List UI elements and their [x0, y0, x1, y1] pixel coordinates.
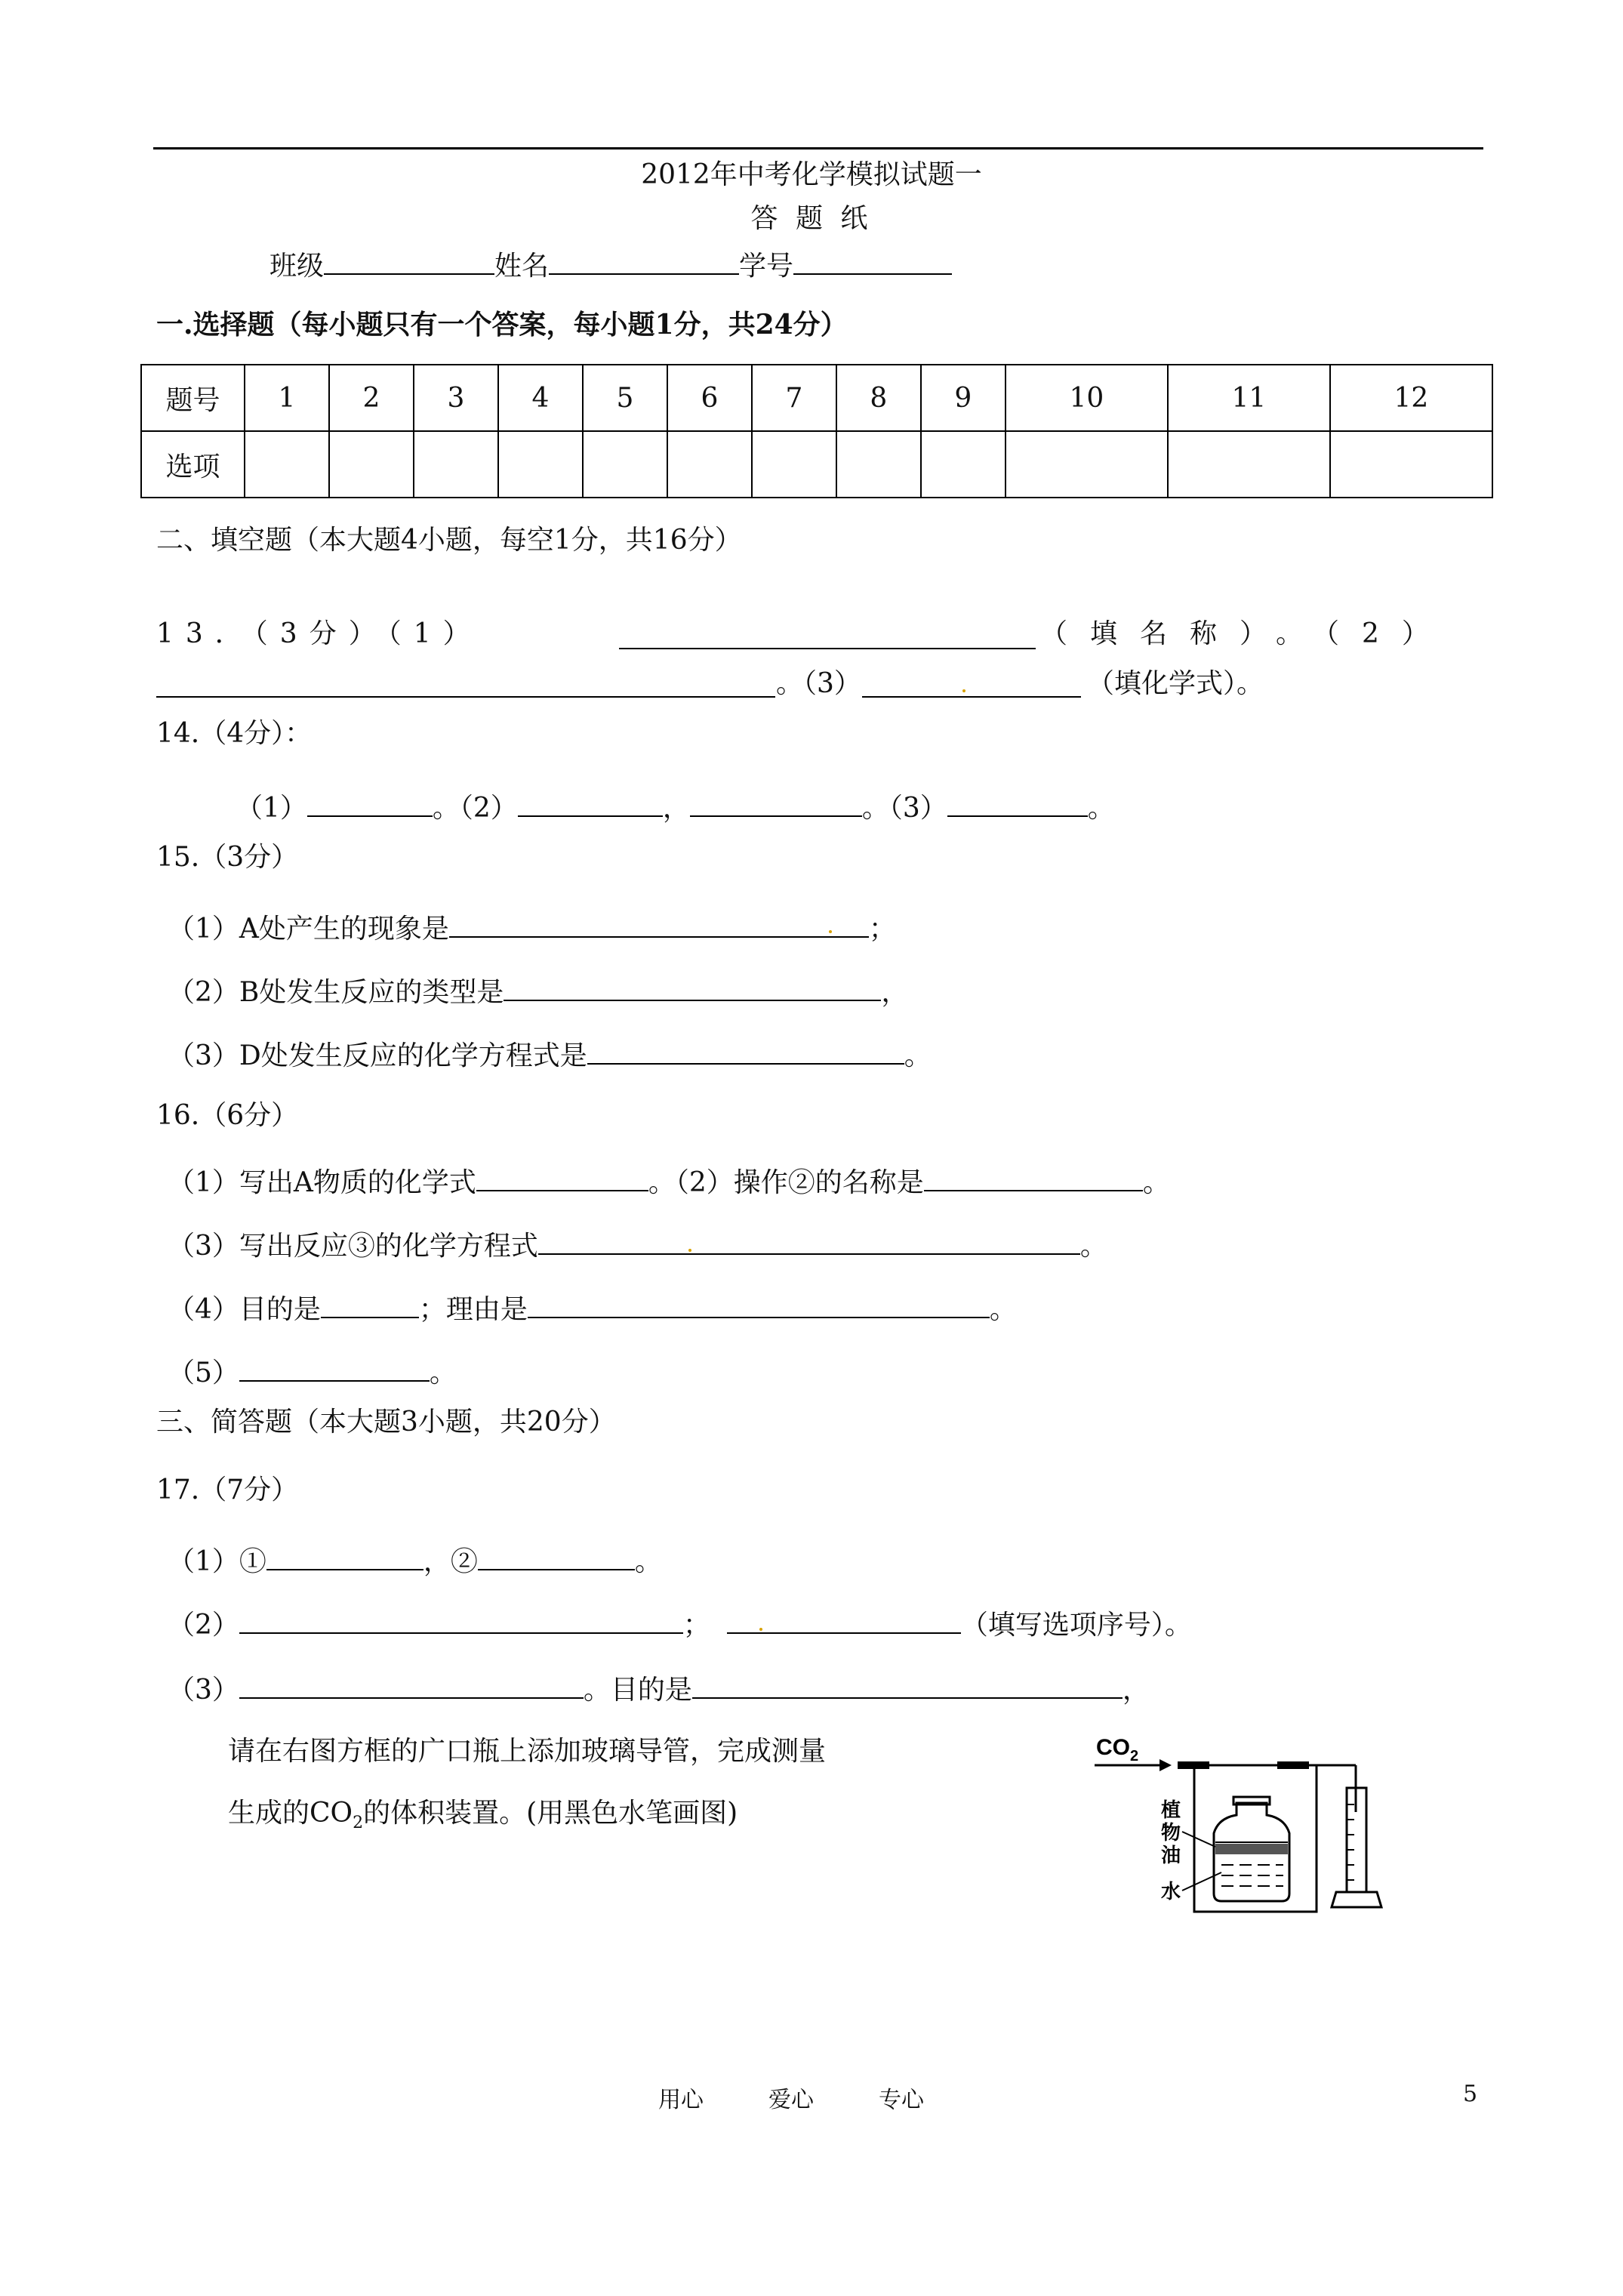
student-info-line [269, 246, 952, 283]
q15-title: 15.（3分） [156, 842, 299, 873]
cylinder-base [1332, 1892, 1381, 1907]
q17-l3-end: ， [1122, 1675, 1150, 1706]
oil-layer [1215, 1844, 1288, 1854]
oil-pointer [1182, 1832, 1215, 1847]
q15-l3-text: （3）D处发生反应的化学方程式是 [168, 1040, 587, 1071]
q15-l1-end: ； [868, 914, 896, 945]
class-label: 班级 [269, 251, 325, 282]
stray-mark [829, 930, 832, 933]
q13-line1-b: （填名称）。（2） [1040, 618, 1452, 649]
q14-p4: 。（3） [861, 793, 947, 824]
q16-l4-end: 。 [429, 1358, 457, 1388]
q17-blank-1[interactable] [266, 1542, 423, 1570]
answer-cell[interactable] [583, 431, 667, 498]
q17-line3 [168, 1670, 1150, 1707]
answer-cell[interactable] [498, 431, 583, 498]
q16-l3-b: ；理由是 [418, 1294, 528, 1325]
section1-heading: 一.选择题（每小题只有一个答案，每小题1分，共24分） [156, 309, 848, 341]
water-layer [1221, 1865, 1283, 1886]
footer-word-3: 专心 [879, 2087, 924, 2113]
number-cell: 2 [329, 365, 414, 431]
q14-p1: （1） [236, 793, 307, 824]
number-cell: 10 [1006, 365, 1168, 431]
row-header-number: 题号 [141, 365, 245, 431]
q16-blank-1[interactable] [476, 1163, 648, 1191]
q16-l3-end: 。 [989, 1294, 1017, 1325]
number-cell: 11 [1168, 365, 1330, 431]
q16-line3 [168, 1290, 1017, 1327]
q14-blank-1[interactable] [307, 788, 433, 817]
number-cell: 1 [245, 365, 329, 431]
row-header-answer: 选项 [141, 431, 245, 498]
q14-p5: 。 [1087, 793, 1115, 824]
q16-title: 16.（6分） [156, 1100, 299, 1131]
q15-line1 [168, 909, 896, 946]
q17-l1-end: 。 [634, 1546, 662, 1577]
q16-line2 [168, 1226, 1107, 1263]
q14-p3: ， [662, 793, 690, 824]
q16-blank-5[interactable] [528, 1290, 990, 1318]
answer-cell[interactable] [1006, 431, 1168, 498]
q17-l2-a: （2） [168, 1610, 239, 1641]
q15-l3-end: 。 [904, 1040, 932, 1071]
table-row-answers [141, 431, 1492, 498]
section2-heading: 二、填空题（本大题4小题，每空1分，共16分） [156, 525, 742, 556]
water-label: 水 [1161, 1881, 1181, 1903]
q17-blank-5[interactable] [239, 1670, 584, 1699]
q17-note2-a: 生成的CO [228, 1798, 353, 1829]
id-field[interactable] [793, 246, 952, 275]
answer-cell[interactable] [667, 431, 752, 498]
q15-blank-2[interactable] [504, 972, 881, 1001]
number-cell: 4 [498, 365, 583, 431]
q16-line4 [168, 1353, 457, 1390]
water-pointer [1182, 1872, 1221, 1891]
q17-note2-sub: 2 [353, 1814, 364, 1833]
q14-p2: 。（2） [432, 793, 518, 824]
arrow-head-icon [1160, 1759, 1172, 1771]
q13-blank-2[interactable] [156, 669, 775, 698]
answer-cell[interactable] [414, 431, 498, 498]
answer-cell[interactable] [245, 431, 329, 498]
q16-blank-4[interactable] [321, 1290, 419, 1318]
q16-l1-end: 。 [1142, 1167, 1170, 1198]
q17-l2-end: （填写选项序号）。 [960, 1610, 1192, 1641]
q14-blank-2[interactable] [518, 788, 663, 817]
q16-l1-b: 。（2）操作②的名称是 [648, 1167, 924, 1198]
q13-blank-1[interactable] [619, 621, 1036, 649]
bottle-cap [1233, 1797, 1270, 1804]
q16-l2-end: 。 [1079, 1231, 1107, 1262]
number-cell: 5 [583, 365, 667, 431]
table-row-numbers [141, 365, 1492, 431]
q17-blank-6[interactable] [692, 1670, 1123, 1699]
q17-line2 [168, 1605, 1192, 1642]
q14-line [236, 788, 1115, 825]
q17-blank-2[interactable] [478, 1542, 635, 1570]
q16-line1 [168, 1163, 1170, 1200]
q17-note-line2 [228, 1797, 738, 1840]
q17-note-line1: 请在右图方框的广口瓶上添加玻璃导管，完成测量 [228, 1736, 827, 1767]
q16-l2-text: （3）写出反应③的化学方程式 [168, 1231, 538, 1262]
q15-blank-1[interactable] [449, 909, 869, 938]
number-cell: 7 [752, 365, 836, 431]
q15-l1-text: （1）A处产生的现象是 [168, 914, 449, 945]
q15-line3 [168, 1036, 932, 1073]
number-cell: 12 [1330, 365, 1492, 431]
q17-line1 [168, 1542, 662, 1579]
oil-label-1: 植 [1161, 1799, 1181, 1822]
stray-mark [688, 1249, 691, 1252]
q15-l2-text: （2）B处发生反应的类型是 [168, 977, 504, 1008]
oil-label-2: 物 [1161, 1822, 1181, 1845]
answer-cell[interactable] [921, 431, 1006, 498]
footer-word-2: 爱心 [768, 2087, 814, 2113]
answer-cell[interactable] [1330, 431, 1492, 498]
id-label: 学号 [739, 251, 794, 282]
stray-mark [759, 1628, 762, 1631]
answer-cell[interactable] [329, 431, 414, 498]
frame-box [1194, 1765, 1317, 1912]
q17-l1-a: （1）① [168, 1546, 266, 1577]
name-field[interactable] [549, 246, 739, 275]
answer-cell[interactable] [836, 431, 921, 498]
q16-blank-2[interactable] [924, 1163, 1143, 1191]
q17-l3-a: （3） [168, 1675, 239, 1706]
footer-word-1: 用心 [658, 2087, 704, 2113]
q14-blank-4[interactable] [947, 788, 1088, 817]
q15-l2-end: ， [881, 977, 909, 1008]
oil-label-3: 油 [1161, 1845, 1181, 1867]
section3-heading: 三、简答题（本大题3小题，共20分） [156, 1407, 616, 1438]
q16-blank-6[interactable] [239, 1353, 430, 1382]
q13-line2-a: 。（3） [776, 668, 861, 699]
answer-cell[interactable] [752, 431, 836, 498]
answer-cell[interactable] [1168, 431, 1330, 498]
q17-note2-b: 的体积装置。(用黑色水笔画图) [363, 1798, 738, 1829]
apparatus-diagram [1087, 1721, 1404, 1918]
number-cell: 9 [921, 365, 1006, 431]
q14-blank-3[interactable] [690, 788, 862, 817]
stray-mark [962, 689, 965, 692]
number-cell: 3 [414, 365, 498, 431]
q16-l3-a: （4）目的是 [168, 1294, 321, 1325]
q17-title: 17.（7分） [156, 1475, 299, 1505]
page-subtitle: 答 题 纸 [750, 203, 873, 234]
q17-l3-b: 。目的是 [583, 1675, 692, 1706]
q16-l4-text: （5） [168, 1358, 239, 1388]
q16-l1-a: （1）写出A物质的化学式 [168, 1167, 476, 1198]
number-cell: 8 [836, 365, 921, 431]
answer-table [140, 364, 1493, 498]
q15-line2 [168, 972, 908, 1009]
q15-blank-3[interactable] [587, 1036, 904, 1065]
q13-blank-3[interactable] [862, 669, 1081, 698]
page-number: 5 [1463, 2081, 1478, 2107]
q14-title: 14.（4分）： [156, 718, 313, 749]
q13-line2-b: （填化学式）。 [1087, 668, 1264, 699]
q16-blank-3[interactable] [538, 1226, 1080, 1255]
page-title: 2012年中考化学模拟试题一 [641, 159, 982, 190]
q13-line1-a: 13．（3分）（1） [156, 618, 482, 649]
co2-label: $CO_2$ [1096, 1735, 1139, 1764]
q17-l2-b: ； [682, 1610, 710, 1641]
name-label: 姓名 [494, 251, 550, 282]
number-cell: 6 [667, 365, 752, 431]
q17-l1-b: ，② [423, 1546, 478, 1577]
q17-blank-3[interactable] [239, 1605, 683, 1634]
class-field[interactable] [324, 246, 494, 275]
top-rule [153, 147, 1483, 149]
